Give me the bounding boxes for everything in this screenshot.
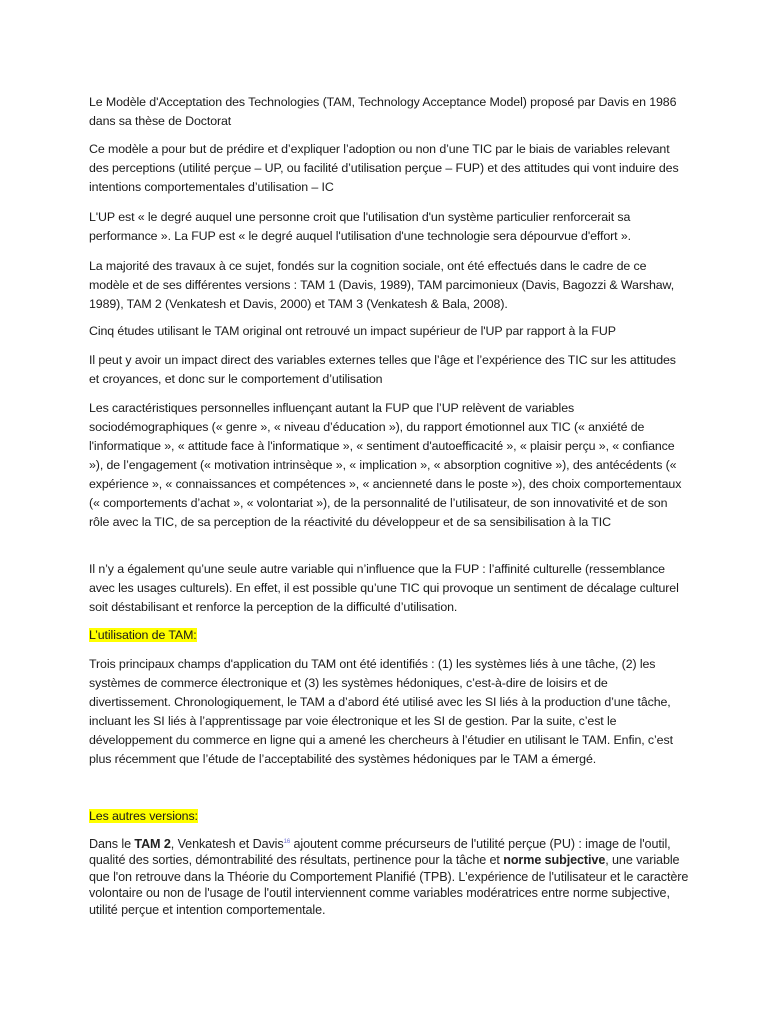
heading-other-versions	[89, 807, 689, 826]
footnote-reference-link[interactable]: 16	[283, 838, 291, 845]
tam2-bold-label: TAM 2	[134, 837, 171, 851]
paragraph-versions: La majorité des travaux à ce sujet, fondés sur la cognition sociale, ont été effectués dans le cadre de ce modèle et de ses différentes versions : TAM 1 (Davis, 1989), TAM parcimonieux (Davis, Bagozzi & Warshaw, 1989), TAM 2 (Venkatesh et Davis, 2000) et TAM 3 (Venkatesh & Bala, 2008).	[89, 259, 675, 311]
paragraph-personal-characteristics: Les caractéristiques personnelles influençant autant la FUP que l’UP relèvent de variables sociodémographiques (« genre », « niveau d’éducation »), du rapport émotionnel aux TIC (« anxiété de l'informatique », « attitude face à l'informatique », « sentiment d'autoefficacité », « plaisir perçu », « confiance »), de l’engagement (« motivation intrinsèque », « implication », « absorption cognitive »), des antécédents (« expérience », « connaissances et compétences », « ancienneté dans le poste »), des choix comportementaux (« comportements d’achat », « volontariat »), de la personnalité de l’utilisateur, de son innovativité et de son rôle avec la TIC, de sa perception de la réactivité du développeur et de sa sensibilisation à la TIC	[89, 401, 682, 529]
tam2-text-4: , une variable que l'on retrouve dans la Théorie du Comportement Planifié (TPB). L'expérience de l'utilisateur et le caractère volontaire ou non de l'usage de l'outil interviennent comme variables modératrices entre norme subjective, utilité perçue et intention comportementale.	[89, 853, 689, 917]
heading-tam-usage	[89, 626, 689, 645]
tam2-text-1: Dans le	[89, 837, 135, 851]
tam2-text-2: , Venkatesh et Davis	[170, 837, 284, 851]
heading-tam-usage-text: L’utilisation de TAM:	[89, 628, 197, 642]
tam2-text-3: ajoutent comme précurseurs de l'utilité perçue (PU) : image de l'outil, qualité des sorties, démontrabilité des résultats, pertinence pour la tâche et	[89, 837, 671, 868]
paragraph-application-fields: Trois principaux champs d'application du TAM ont été identifiés : (1) les systèmes liés à une tâche, (2) les systèmes de commerce électronique et (3) les systèmes hédoniques, c’est-à-dire de loisirs et de divertissement. Chronologiquement, le TAM a d’abord été utilisé avec les SI liés à la production d’une tâche, incluant les SI liés à l’apprentissage par voie électronique et les SI de gestion. Par la suite, c’est le développement du commerce en ligne qui a amené les chercheurs à l’étudier en utilisant le TAM. Enfin, c’est plus récemment que l’étude de l’acceptabilité des systèmes hédoniques par le TAM a émergé.	[89, 657, 673, 766]
paragraph-definitions: L'UP est « le degré auquel une personne croit que l'utilisation d'un système particulier renforcerait sa performance ». La FUP est « le degré auquel l'utilisation d'une technologie sera dépourvue d'effort ».	[89, 210, 631, 243]
paragraph-cultural-affinity: Il n’y a également qu’une seule autre variable qui n’influence que la FUP : l’affinité culturelle (ressemblance avec les usages culturels). En effet, il est possible qu’une TIC qui provoque un sentiment de décalage culturel soit déstabilisant et renforce la perception de la difficulté d’utilisation.	[89, 562, 679, 614]
paragraph-model-goal: Ce modèle a pour but de prédire et d’expliquer l’adoption ou non d’une TIC par le biais de variables relevant des perceptions (utilité perçue – UP, ou facilité d’utilisation perçue – FUP) et des attitudes qui vont induire des intentions comportementales d’utilisation – IC	[89, 142, 679, 194]
heading-other-versions-text: Les autres versions:	[89, 809, 198, 823]
paragraph-external-variables: Il peut y avoir un impact direct des variables externes telles que l’âge et l’expérience des TIC sur les attitudes et croyances, et donc sur le comportement d’utilisation	[89, 353, 676, 386]
paragraph-tam2	[89, 836, 689, 918]
paragraph-intro: Le Modèle d'Acceptation des Technologies (TAM, Technology Acceptance Model) proposé par Davis en 1986 dans sa thèse de Doctorat	[89, 95, 677, 128]
norme-subjective-bold: norme subjective	[503, 853, 606, 868]
paragraph-studies: Cinq études utilisant le TAM original ont retrouvé un impact supérieur de l'UP par rapport à la FUP	[89, 324, 616, 338]
